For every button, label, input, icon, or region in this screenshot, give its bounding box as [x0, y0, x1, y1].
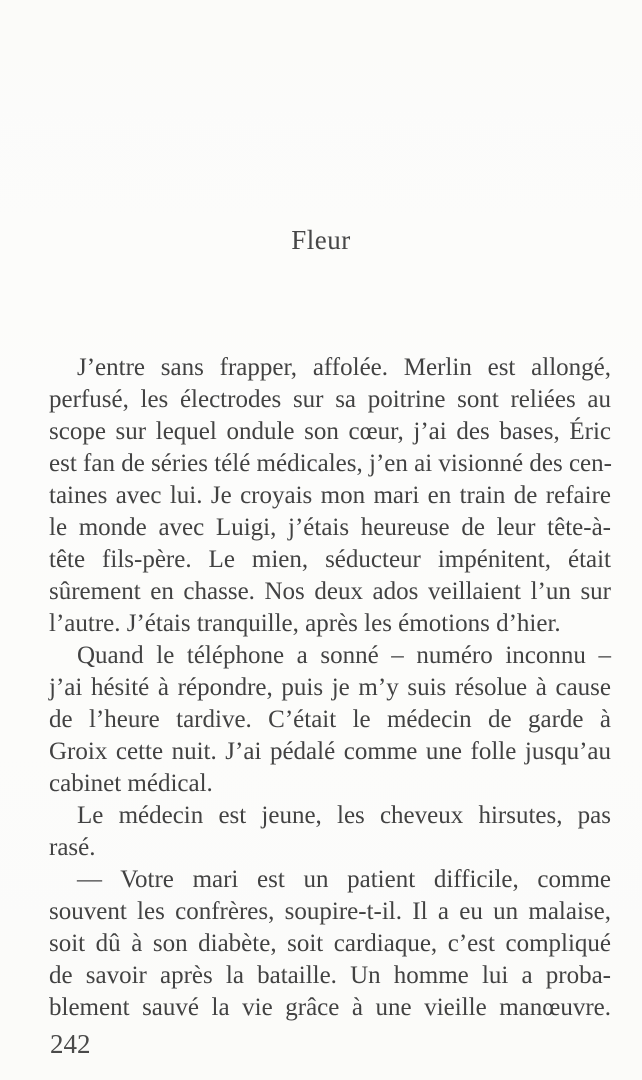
text-line-13: Groix cette nuit. J’ai pédalé comme une folle jusqu’au: [49, 738, 611, 765]
text-line-10: Quand le téléphone a sonné – numéro inconnu –: [77, 642, 611, 669]
text-line-21: blement sauvé la vie grâce à une vieille manœuvre.: [49, 994, 611, 1021]
text-line-16: rasé.: [49, 834, 96, 861]
text-line-11: j’ai hésité à répondre, puis je m’y suis résolue à cause: [49, 674, 611, 701]
text-line-3: scope sur lequel ondule son cœur, j’ai des bases, Éric: [49, 418, 611, 445]
text-line-20: de savoir après la bataille. Un homme lui a proba-: [49, 962, 611, 989]
text-line-9: l’autre. J’étais tranquille, après les émotions d’hier.: [49, 610, 561, 637]
page-body: [49, 352, 611, 1024]
text-line-15: Le médecin est jeune, les cheveux hirsutes, pas: [77, 802, 611, 829]
text-line-17: — Votre mari est un patient difficile, comme: [77, 866, 611, 893]
text-line-14: cabinet médical.: [49, 770, 213, 797]
text-line-7: tête fils-père. Le mien, séducteur impénitent, était: [49, 546, 611, 573]
text-line-12: de l’heure tardive. C’était le médecin de garde à: [49, 706, 611, 733]
text-line-6: le monde avec Luigi, j’étais heureuse de leur tête-à-: [49, 514, 611, 541]
text-line-18: souvent les confrères, soupire-t-il. Il a eu un malaise,: [49, 898, 611, 925]
text-line-19: soit dû à son diabète, soit cardiaque, c’est compliqué: [49, 930, 611, 957]
text-line-2: perfusé, les électrodes sur sa poitrine sont reliées au: [49, 386, 611, 413]
text-line-4: est fan de séries télé médicales, j’en ai visionné des cen-: [49, 450, 612, 477]
text-line-8: sûrement en chasse. Nos deux ados veillaient l’un sur: [49, 578, 611, 605]
text-line-1: J’entre sans frapper, affolée. Merlin est allongé,: [77, 354, 611, 381]
page-number: 242: [50, 1029, 91, 1059]
chapter-title: Fleur: [291, 225, 351, 255]
text-line-5: taines avec lui. Je croyais mon mari en train de refaire: [49, 482, 611, 509]
